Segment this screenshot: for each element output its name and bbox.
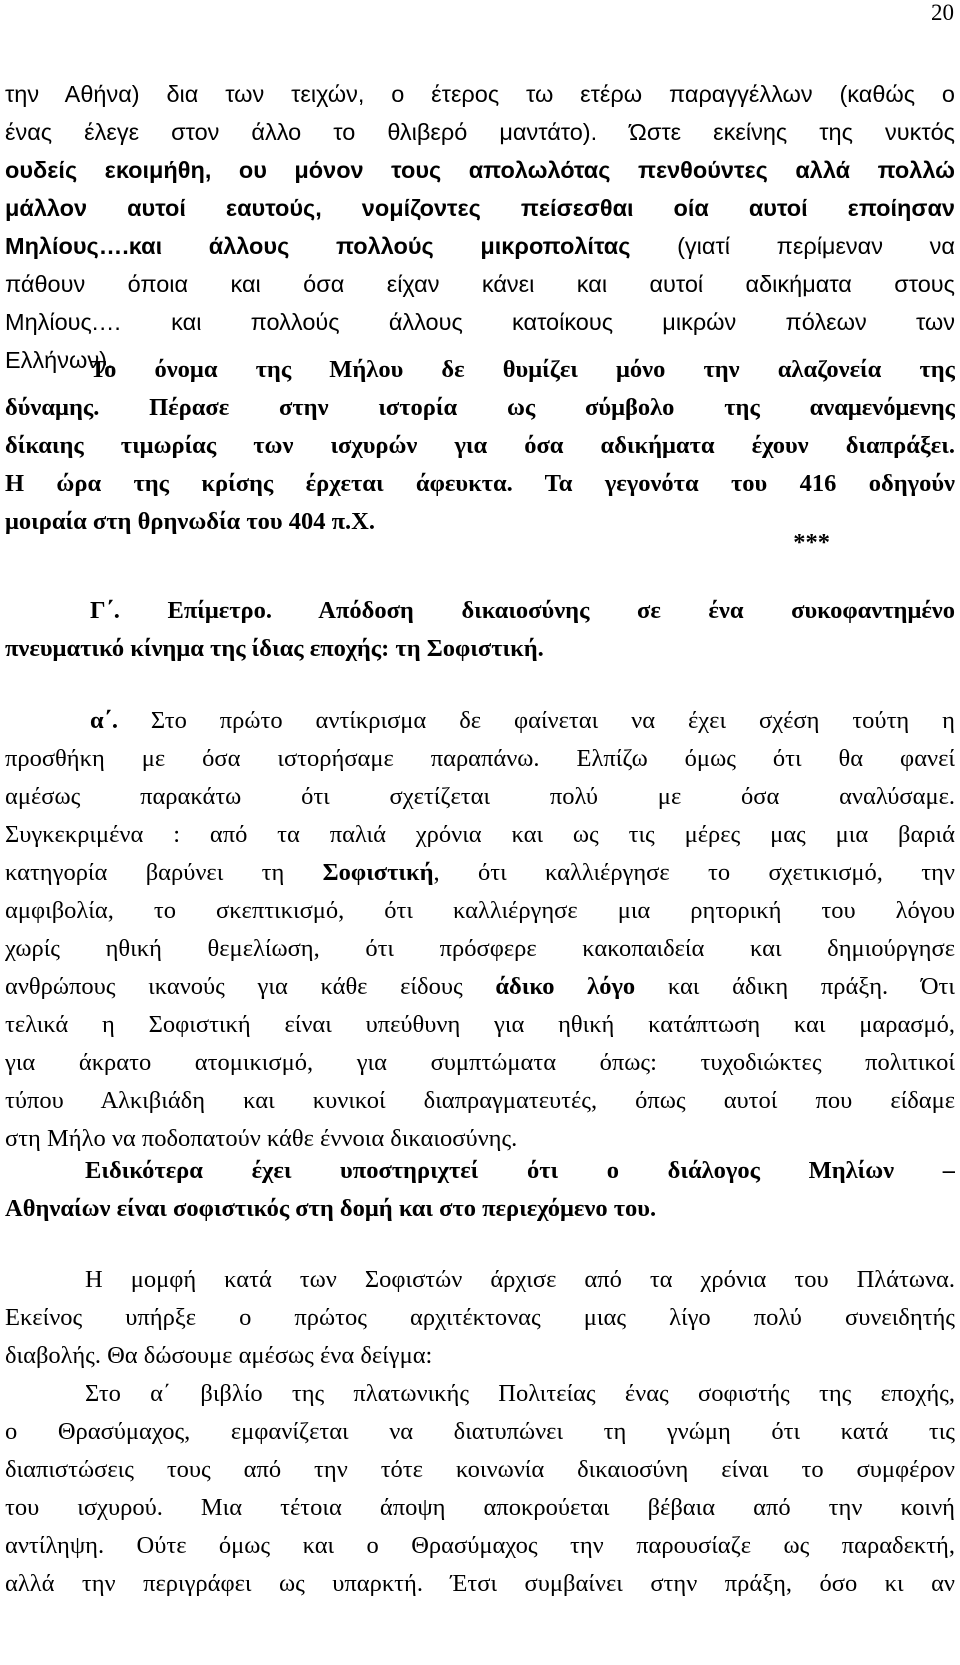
text-line: δύναμης. Πέρασε στην ιστορία ως σύμβολο της αναμενόμενης xyxy=(5,394,955,421)
text-fragment: (γιατί περίμεναν να xyxy=(630,233,955,259)
text-line: Ελλήνων). xyxy=(5,347,114,373)
text-line: τύπου Αλκιβιάδη και κυνικοί διαπραγματευτές, όπως αυτοί που είδαμε xyxy=(5,1087,955,1114)
bold-fragment: άδικο λόγο xyxy=(495,973,636,1000)
text-line: για άκρατο ατομικισμό, για συμπτώματα όπως: τυχοδιώκτες πολιτικοί xyxy=(5,1049,955,1076)
text-line: ένας έλεγε στον άλλο το θλιβερό μαντάτο). Ώστε εκείνης της νυκτός xyxy=(5,119,955,145)
text-line xyxy=(5,854,955,892)
text-fragment: Στο πρώτο αντίκρισμα δε φαίνεται να έχει σχέση τούτη η xyxy=(117,707,955,734)
section-marker: α΄. xyxy=(90,707,118,734)
thesis-paragraph xyxy=(5,1152,955,1228)
text-line: Μηλίους.… και πολλούς άλλους κατοίκους μικρών πόλεων των xyxy=(5,309,955,335)
text-line: αμέσως παρακάτω ότι σχετίζεται πολύ με όσα αναλύσαμε. xyxy=(5,783,955,810)
melos-paragraph xyxy=(5,351,955,541)
text-fragment: , ότι καλλιέργησε το σχετικισμό, την xyxy=(433,859,955,886)
text-line: Η μομφή κατά των Σοφιστών άρχισε από τα χρόνια του Πλάτωνα. xyxy=(85,1266,955,1293)
text-line xyxy=(5,702,955,740)
text-line: στη Μήλο να ποδοπατούν κάθε έννοια δικαιοσύνης. xyxy=(5,1125,518,1152)
separator xyxy=(0,524,830,562)
heading-line: πνευματικό κίνημα της ίδιας εποχής: τη Σοφιστική. xyxy=(5,635,544,662)
text-fragment: κατηγορία βαρύνει τη xyxy=(5,859,323,886)
text-line: Η ώρα της κρίσης έρχεται άφευκτα. Τα γεγονότα του 416 οδηγούν xyxy=(5,470,955,497)
closing-paragraph xyxy=(5,1261,955,1603)
asterisk-separator: *** xyxy=(793,529,830,556)
text-line: χωρίς ηθική θεμελίωση, ότι πρόσφερε κακοπαιδεία και δημιούργησε xyxy=(5,935,955,962)
text-line: διαβολής. Θα δώσουμε αμέσως ένα δείγμα: xyxy=(5,1342,433,1369)
text-line: προσθήκη με όσα ιστορήσαμε παραπάνω. Ελπίζω όμως ότι θα φανεί xyxy=(5,745,955,772)
text-line: αλλά την περιγράφει ως υπαρκτή. Έτσι συμβαίνει στην πράξη, όσο κι αν xyxy=(5,1570,955,1597)
text-line: αμφιβολία, το σκεπτικισμό, ότι καλλιέργησε μια ρητορική του λόγου xyxy=(5,897,955,924)
text-line xyxy=(5,227,955,265)
text-line: πάθουν όποια και όσα είχαν κάνει και αυτοί αδικήματα στους xyxy=(5,271,955,297)
text-fragment: και άδικη πράξη. Ότι xyxy=(635,973,955,1000)
bold-fragment: Μηλίους….και άλλους πολλούς μικροπολίτας xyxy=(5,233,631,259)
text-line: αντίληψη. Ούτε όμως και ο Θρασύμαχος την παρουσίαζε ως παραδεκτή, xyxy=(5,1532,955,1559)
text-line: διαπιστώσεις τους από την τότε κοινωνία δικαιοσύνη είναι το συμφέρον xyxy=(5,1456,955,1483)
text-line: ο Θρασύμαχος, εμφανίζεται να διατυπώνει τη γνώμη ότι κατά τις xyxy=(5,1418,955,1445)
text-line: ουδείς εκοιμήθη, ου μόνον τους απολωλότας πενθούντες αλλά πολλώ xyxy=(5,157,955,183)
text-line: Το όνομα της Μήλου δε θυμίζει μόνο την αλαζονεία της xyxy=(90,356,955,383)
text-line: του ισχυρού. Μια τέτοια άποψη αποκρούεται βέβαια από την κοινή xyxy=(5,1494,955,1521)
section-heading xyxy=(5,592,955,668)
text-line: τελικά η Σοφιστική είναι υπεύθυνη για ηθική κατάπτωση και μαρασμό, xyxy=(5,1011,955,1038)
bold-fragment: Σοφιστική xyxy=(322,859,434,886)
text-line: Συγκεκριμένα : από τα παλιά χρόνια και ως τις μέρες μας μια βαριά xyxy=(5,821,955,848)
text-line: μοιραία στη θρηνωδία του 404 π.Χ. xyxy=(5,508,375,535)
text-fragment: ανθρώπους ικανούς για κάθε είδους xyxy=(5,973,496,1000)
text-line: Ειδικότερα έχει υποστηριχτεί ότι ο διάλογος Μηλίων – xyxy=(85,1157,955,1184)
section-a xyxy=(5,702,955,1158)
page-number: 20 xyxy=(931,0,954,25)
text-line: Στο α΄ βιβλίο της πλατωνικής Πολιτείας ένας σοφιστής της εποχής, xyxy=(85,1380,955,1407)
text-line: Εκείνος υπήρξε ο πρώτος αρχιτέκτονας μιας λίγο πολύ συνειδητής xyxy=(5,1304,955,1331)
text-line: Αθηναίων είναι σοφιστικός στη δομή και στο περιεχόμενο του. xyxy=(5,1195,657,1222)
heading-line: Γ΄. Επίμετρο. Απόδοση δικαιοσύνης σε ένα συκοφαντημένο xyxy=(90,597,955,624)
text-line: την Αθήνα) δια των τειχών, ο έτερος τω ετέρω παραγγέλλων (καθώς ο xyxy=(5,81,955,107)
quoted-passage xyxy=(5,75,955,379)
text-line xyxy=(5,968,955,1006)
text-line: δίκαιης τιμωρίας των ισχυρών για όσα αδικήματα έχουν διαπράξει. xyxy=(5,432,955,459)
text-line: μάλλον αυτοί εαυτούς, νομίζοντες πείσεσθαι οία αυτοί εποίησαν xyxy=(5,195,955,221)
